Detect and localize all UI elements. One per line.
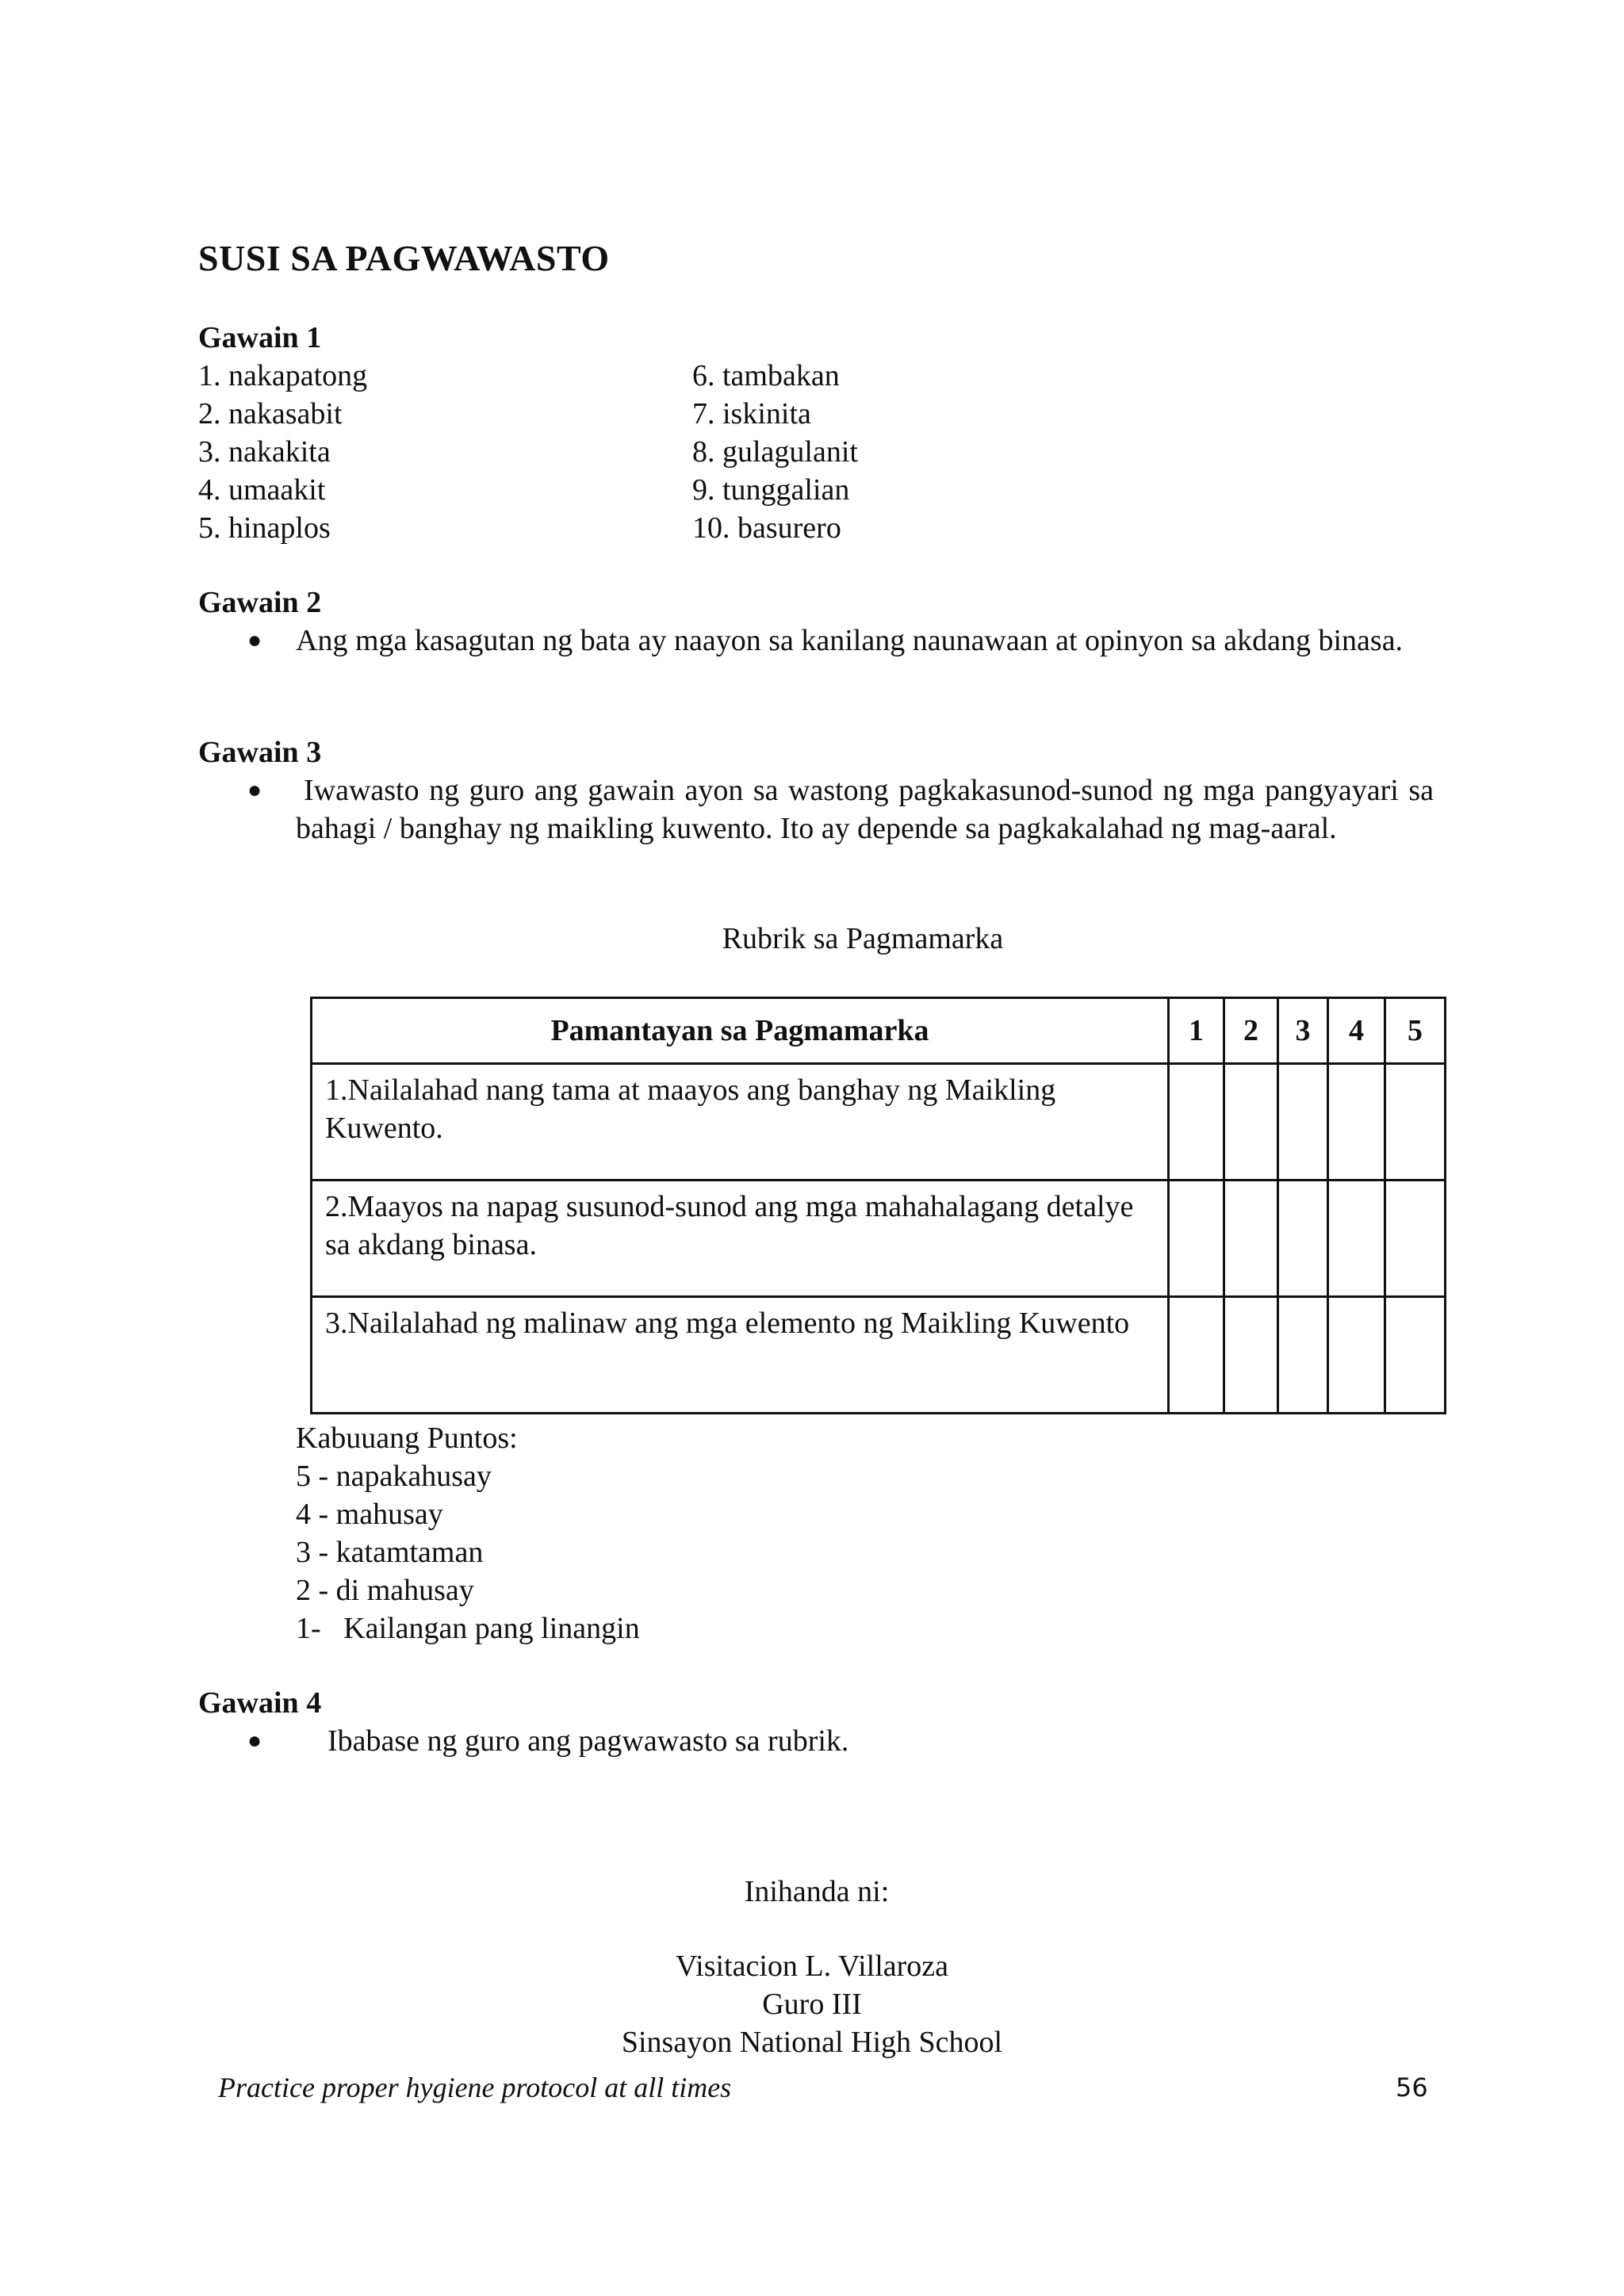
- gawain-4-heading: Gawain 4: [198, 1686, 322, 1720]
- gawain-3-heading: Gawain 3: [198, 736, 322, 769]
- score-level: 4 - mahusay: [296, 1498, 443, 1531]
- score-cell: [1169, 1181, 1224, 1297]
- gawain-4-text: Ibabase ng guro ang pagwawasto sa rubrik.: [327, 1724, 849, 1758]
- score-header: 2: [1224, 998, 1278, 1064]
- table-row: [312, 1064, 1446, 1181]
- rubric-criterion: 1.Nailalahad nang tama at maayos ang banghay ng Maikling Kuwento.: [312, 1064, 1169, 1181]
- score-cell: [1328, 1297, 1385, 1414]
- score-cell: [1224, 1297, 1278, 1414]
- score-legend-label: Kabuuang Puntos:: [296, 1422, 518, 1455]
- score-legend: [296, 1419, 640, 1647]
- score-cell: [1169, 1297, 1224, 1414]
- score-header: 1: [1169, 998, 1224, 1064]
- rubric-criteria-header: Pamantayan sa Pagmamarka: [312, 998, 1169, 1064]
- gawain-2-text: Ang mga kasagutan ng bata ay naayon sa kanilang naunawaan at opinyon sa akdang binasa.: [296, 624, 1404, 657]
- gawain-1-right-list: [692, 357, 858, 547]
- score-level: 1- Kailangan pang linangin: [296, 1612, 640, 1645]
- bullet-icon: ●: [247, 777, 262, 803]
- list-item: 1. nakapatong: [198, 359, 368, 392]
- gawain-1-heading: Gawain 1: [198, 321, 322, 354]
- page-title: SUSI SA PAGWAWASTO: [198, 238, 610, 278]
- score-level: 5 - napakahusay: [296, 1460, 492, 1493]
- score-cell: [1278, 1297, 1328, 1414]
- list-item: 8. gulagulanit: [692, 435, 858, 469]
- table-row: [312, 1181, 1446, 1297]
- preparer-school: Sinsayon National High School: [621, 2026, 1003, 2059]
- score-cell: [1278, 1064, 1328, 1181]
- rubric-header-row: [312, 998, 1446, 1064]
- preparer-name: Visitacion L. Villaroza: [675, 1950, 949, 1983]
- rubric-criterion: 3.Nailalahad ng malinaw ang mga elemento ng Maikling Kuwento: [312, 1297, 1169, 1414]
- score-level: 3 - katamtaman: [296, 1536, 484, 1569]
- list-item: 5. hinaplos: [198, 511, 331, 545]
- bullet-icon: ●: [247, 627, 262, 653]
- score-cell: [1385, 1064, 1446, 1181]
- footer-note: Practice proper hygiene protocol at all times: [218, 2072, 732, 2103]
- preparer-position: Guro III: [762, 1988, 862, 2021]
- score-cell: [1385, 1297, 1446, 1414]
- score-header: 4: [1328, 998, 1385, 1064]
- gawain-1-left-list: [198, 357, 367, 547]
- list-item: 4. umaakit: [198, 473, 326, 507]
- page-number: 56: [1396, 2072, 1428, 2103]
- score-level: 2 - di mahusay: [296, 1574, 474, 1607]
- score-cell: [1224, 1181, 1278, 1297]
- bullet-icon: ●: [247, 1728, 262, 1754]
- score-cell: [1169, 1064, 1224, 1181]
- gawain-2-heading: Gawain 2: [198, 586, 322, 619]
- rubric-caption: Rubrik sa Pagmamarka: [722, 922, 1004, 955]
- list-item: 2. nakasabit: [198, 397, 343, 430]
- score-cell: [1328, 1064, 1385, 1181]
- list-item: 10. basurero: [692, 511, 841, 545]
- gawain-3-text: Iwawasto ng guro ang gawain ayon sa wastong pagkakasunod-sunod ng mga pangyayari sa bahagi / banghay ng maikling kuwento. Ito ay depende sa pagkakalahad ng mag-aaral.: [296, 774, 1434, 845]
- score-cell: [1278, 1181, 1328, 1297]
- prepared-by-label: Inihanda ni:: [744, 1875, 890, 1908]
- score-header: 5: [1385, 998, 1446, 1064]
- score-cell: [1224, 1064, 1278, 1181]
- rubric-criterion: 2.Maayos na napag susunod-sunod ang mga mahahalagang detalye sa akdang binasa.: [312, 1181, 1169, 1297]
- list-item: 3. nakakita: [198, 435, 331, 469]
- score-cell: [1328, 1181, 1385, 1297]
- score-header: 3: [1278, 998, 1328, 1064]
- rubric-table: [310, 997, 1446, 1414]
- list-item: 6. tambakan: [692, 359, 840, 392]
- table-row: [312, 1297, 1446, 1414]
- list-item: 9. tunggalian: [692, 473, 850, 507]
- score-cell: [1385, 1181, 1446, 1297]
- list-item: 7. iskinita: [692, 397, 811, 430]
